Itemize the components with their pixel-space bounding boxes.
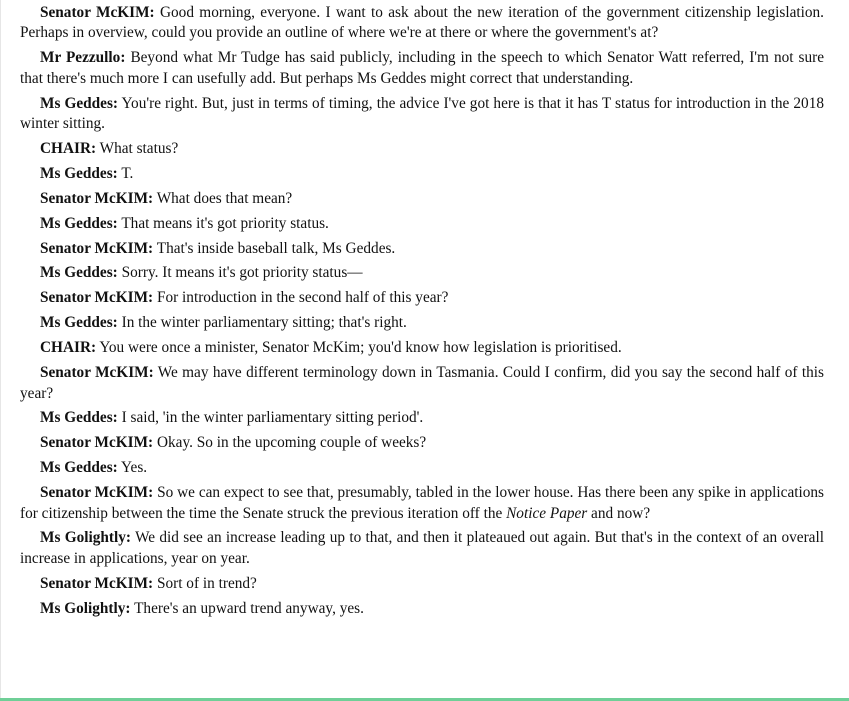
transcript-paragraph <box>20 313 824 333</box>
transcript-paragraph <box>20 164 824 184</box>
speaker-name: CHAIR: <box>40 339 97 357</box>
italic-document-title: Notice Paper <box>506 504 588 522</box>
page-edge-divider <box>0 0 1 701</box>
speech-text: What status? <box>99 139 179 157</box>
transcript-paragraph <box>20 3 824 44</box>
speech-text: You were once a minister, Senator McKim; you'd know how legislation is prioritised. <box>99 339 622 357</box>
transcript-paragraph <box>20 214 824 234</box>
speech-text: Okay. So in the upcoming couple of weeks? <box>156 434 427 452</box>
transcript-paragraph <box>20 48 824 89</box>
transcript-paragraph <box>20 528 824 569</box>
transcript-paragraph <box>20 239 824 259</box>
transcript-paragraph <box>20 94 824 135</box>
speech-text: Sort of in trend? <box>156 574 257 592</box>
speech-text: For introduction in the second half of this year? <box>156 289 449 307</box>
speech-text: That means it's got priority status. <box>121 214 329 232</box>
transcript-paragraph <box>20 288 824 308</box>
speaker-name: Ms Golightly: <box>40 529 132 547</box>
transcript-paragraph <box>20 433 824 453</box>
speech-text: So we can expect to see that, presumably, tabled in the lower house. Has there been any spike in applications for citizenship between the time the Senate struck the previous iteration off the <box>20 484 824 522</box>
speaker-name: Senator McKIM: <box>40 364 154 382</box>
transcript-paragraph <box>20 599 824 619</box>
speaker-name: Senator McKIM: <box>40 4 155 21</box>
speech-text: Sorry. It means it's got priority status— <box>121 264 363 282</box>
hansard-transcript <box>20 3 824 624</box>
speaker-name: Senator McKIM: <box>40 289 154 307</box>
speech-text: We may have different terminology down in Tasmania. Could I confirm, did you say the second half of this year? <box>20 364 824 402</box>
transcript-paragraph <box>20 483 824 524</box>
speaker-name: Ms Geddes: <box>40 94 119 112</box>
speech-text: In the winter parliamentary sitting; that's right. <box>121 314 407 332</box>
speech-text: Good morning, everyone. I want to ask about the new iteration of the government citizenship legislation. Perhaps in overview, could you provide an outline of where we're at there or where the government's at? <box>20 4 824 42</box>
transcript-paragraph <box>20 189 824 209</box>
speaker-name: Senator McKIM: <box>40 434 154 452</box>
transcript-paragraph <box>20 263 824 283</box>
speaker-name: Senator McKIM: <box>40 239 154 257</box>
speech-text-end: and now? <box>587 504 651 522</box>
transcript-paragraph <box>20 338 824 358</box>
speech-text: T. <box>121 164 134 182</box>
speech-text: You're right. But, just in terms of timing, the advice I've got here is that it has T status for introduction in the 2018 winter sitting. <box>20 94 825 133</box>
speaker-name: Ms Golightly: <box>40 599 131 617</box>
speech-text: That's inside baseball talk, Ms Geddes. <box>156 239 396 257</box>
speech-text: There's an upward trend anyway, yes. <box>134 599 364 617</box>
speaker-name: Ms Geddes: <box>40 214 118 232</box>
transcript-paragraph <box>20 408 824 428</box>
speaker-name: Ms Geddes: <box>40 314 118 332</box>
speech-text: We did see an increase leading up to that, and then it plateaued out again. But that's in the context of an overall increase in applications, year on year. <box>20 529 824 567</box>
speech-text: What does that mean? <box>156 189 293 207</box>
speaker-name: Senator McKIM: <box>40 484 154 502</box>
speaker-name: Senator McKIM: <box>40 574 154 592</box>
speaker-name: CHAIR: <box>40 139 97 157</box>
speaker-name: Ms Geddes: <box>40 164 118 182</box>
speech-text: Beyond what Mr Tudge has said publicly, including in the speech to which Senator Watt referred, I'm not sure that there's much more I can usefully add. But perhaps Ms Geddes might correct that understanding. <box>20 49 824 87</box>
transcript-paragraph <box>20 139 824 159</box>
transcript-paragraph <box>20 574 824 594</box>
speech-text: Yes. <box>121 459 148 477</box>
speech-text: I said, 'in the winter parliamentary sitting period'. <box>121 409 424 427</box>
transcript-paragraph <box>20 363 824 404</box>
speaker-name: Senator McKIM: <box>40 189 154 207</box>
speaker-name: Ms Geddes: <box>40 459 118 477</box>
speaker-name: Mr Pezzullo: <box>40 49 126 67</box>
speaker-name: Ms Geddes: <box>40 264 118 282</box>
speaker-name: Ms Geddes: <box>40 409 118 427</box>
transcript-paragraph <box>20 458 824 478</box>
